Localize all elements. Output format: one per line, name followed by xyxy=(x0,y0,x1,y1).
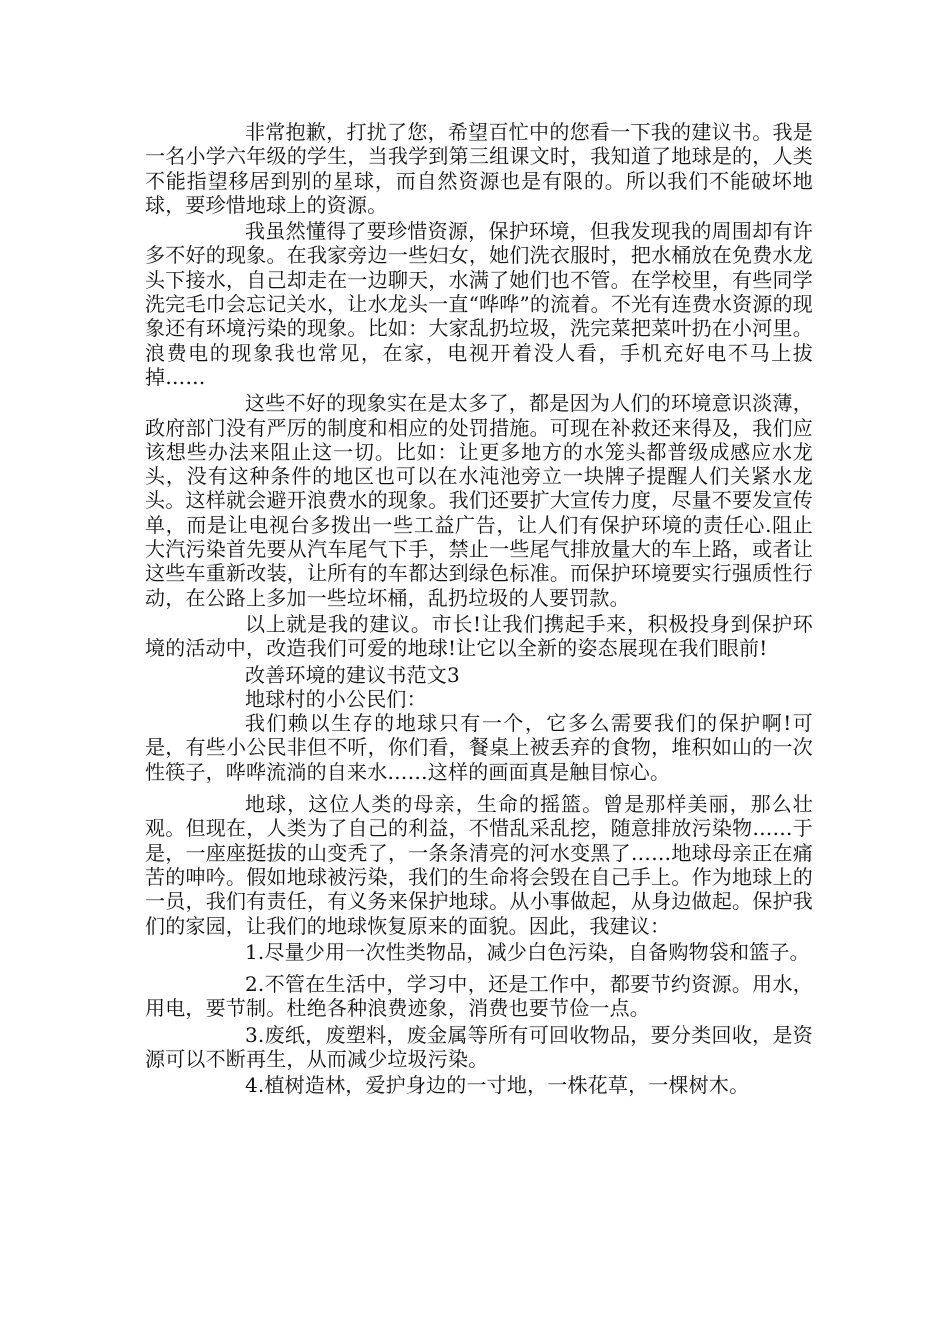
list-item-1: 1.尽量少用一次性类物品，减少白色污染，自备购物袋和篮子。 xyxy=(245,939,810,964)
paragraph-intro: 我们赖以生存的地球只有一个，它多么需要我们的保护啊!可是，有些小公民非但不听，你们看，餐桌上被丢弃的食物，堆积如山的一次性筷子，哗哗流淌的自来水……这样的画面真是触目惊心。 xyxy=(145,711,813,784)
paragraph-suggestions: 这些不好的现象实在是太多了，都是因为人们的环境意识淡薄，政府部门没有严厉的制度和相应的处罚措施。可现在补救还来得及，我们应该想些办法来阻止这一切。比如：让更多地方的水笼头都普级成感应水龙头，没有这种条件的地区也可以在水沌池旁立一块牌子提醒人们关紧水龙头。这样就会避开浪费水的现象。我们还要扩大宣传力度，尽量不要发宣传单，而是让电视台多拨出一些工益广告，让人们有保护环境的责任心.阻止大汽污染首先要从汽车尾气下手，禁止一些尾气排放量大的车上路，或者让这些车重新改装，让所有的车都达到绿色标准。而保护环境要实行强质性行动，在公路上多加一些垃坏桶，乱扔垃圾的人要罚款。 xyxy=(145,391,813,610)
paragraph-earth: 地球，这位人类的母亲，生命的摇篮。曾是那样美丽，那么壮观。但现在，人类为了自己的利益，不惜乱采乱挖，随意排放污染物……于是，一座座挺拔的山变秃了，一条条清亮的河水变黑了……地球母亲正在痛苦的呻吟。假如地球被污染，我们的生命将会毁在自己手上。作为地球上的一员，我们有责任，有义务来保护地球。从小事做起，从身边做起。保护我们的家园，让我们的地球恢复原来的面貌。因此，我建议： xyxy=(145,792,813,938)
list-item-4: 4.植树造林，爱护身边的一寸地，一株花草，一棵树木。 xyxy=(245,1073,750,1098)
paragraph-apology: 非常抱歉，打扰了您，希望百忙中的您看一下我的建议书。我是一名小学六年级的学生，当我学到第三组课文时，我知道了地球是的，人类不能指望移居到别的星球，而自然资源也是有限的。所以我们不能破坏地球，要珍惜地球上的资源。 xyxy=(145,120,813,217)
section-title: 改善环境的建议书范文3 xyxy=(245,662,460,687)
salutation: 地球村的小公民们： xyxy=(245,686,427,711)
paragraph-observations: 我虽然懂得了要珍惜资源，保护环境，但我发现我的周围却有许多不好的现象。在我家旁边一些妇女，她们洗衣服时，把水桶放在免费水龙头下接水，自己却走在一边聊天，水满了她们也不管。在学校里，有些同学洗完毛巾会忘记关水，让水龙头一直“哗哗”的流着。不光有连费水资源的现象还有环境污染的现象。比如：大家乱扔垃圾，洗完菜把菜叶扔在小河里。浪费电的现象我也常见，在家，电视开着没人看，手机充好电不马上拔掉…… xyxy=(145,219,813,389)
paragraph-conclusion: 以上就是我的建议。市长!让我们携起手来，积极投身到保护环境的活动中，改造我们可爱的地球!让它以全新的姿态展现在我们眼前! xyxy=(145,611,813,661)
document-body xyxy=(145,120,813,1100)
list-item-3: 3.废纸，废塑料，废金属等所有可回收物品，要分类回收，是资源可以不断再生，从而减少垃圾污染。 xyxy=(145,1022,813,1071)
list-item-2: 2.不管在生活中，学习中，还是工作中，都要节约资源。用水，用电，要节制。杜绝各种浪费迹象，消费也要节俭一点。 xyxy=(145,972,813,1021)
